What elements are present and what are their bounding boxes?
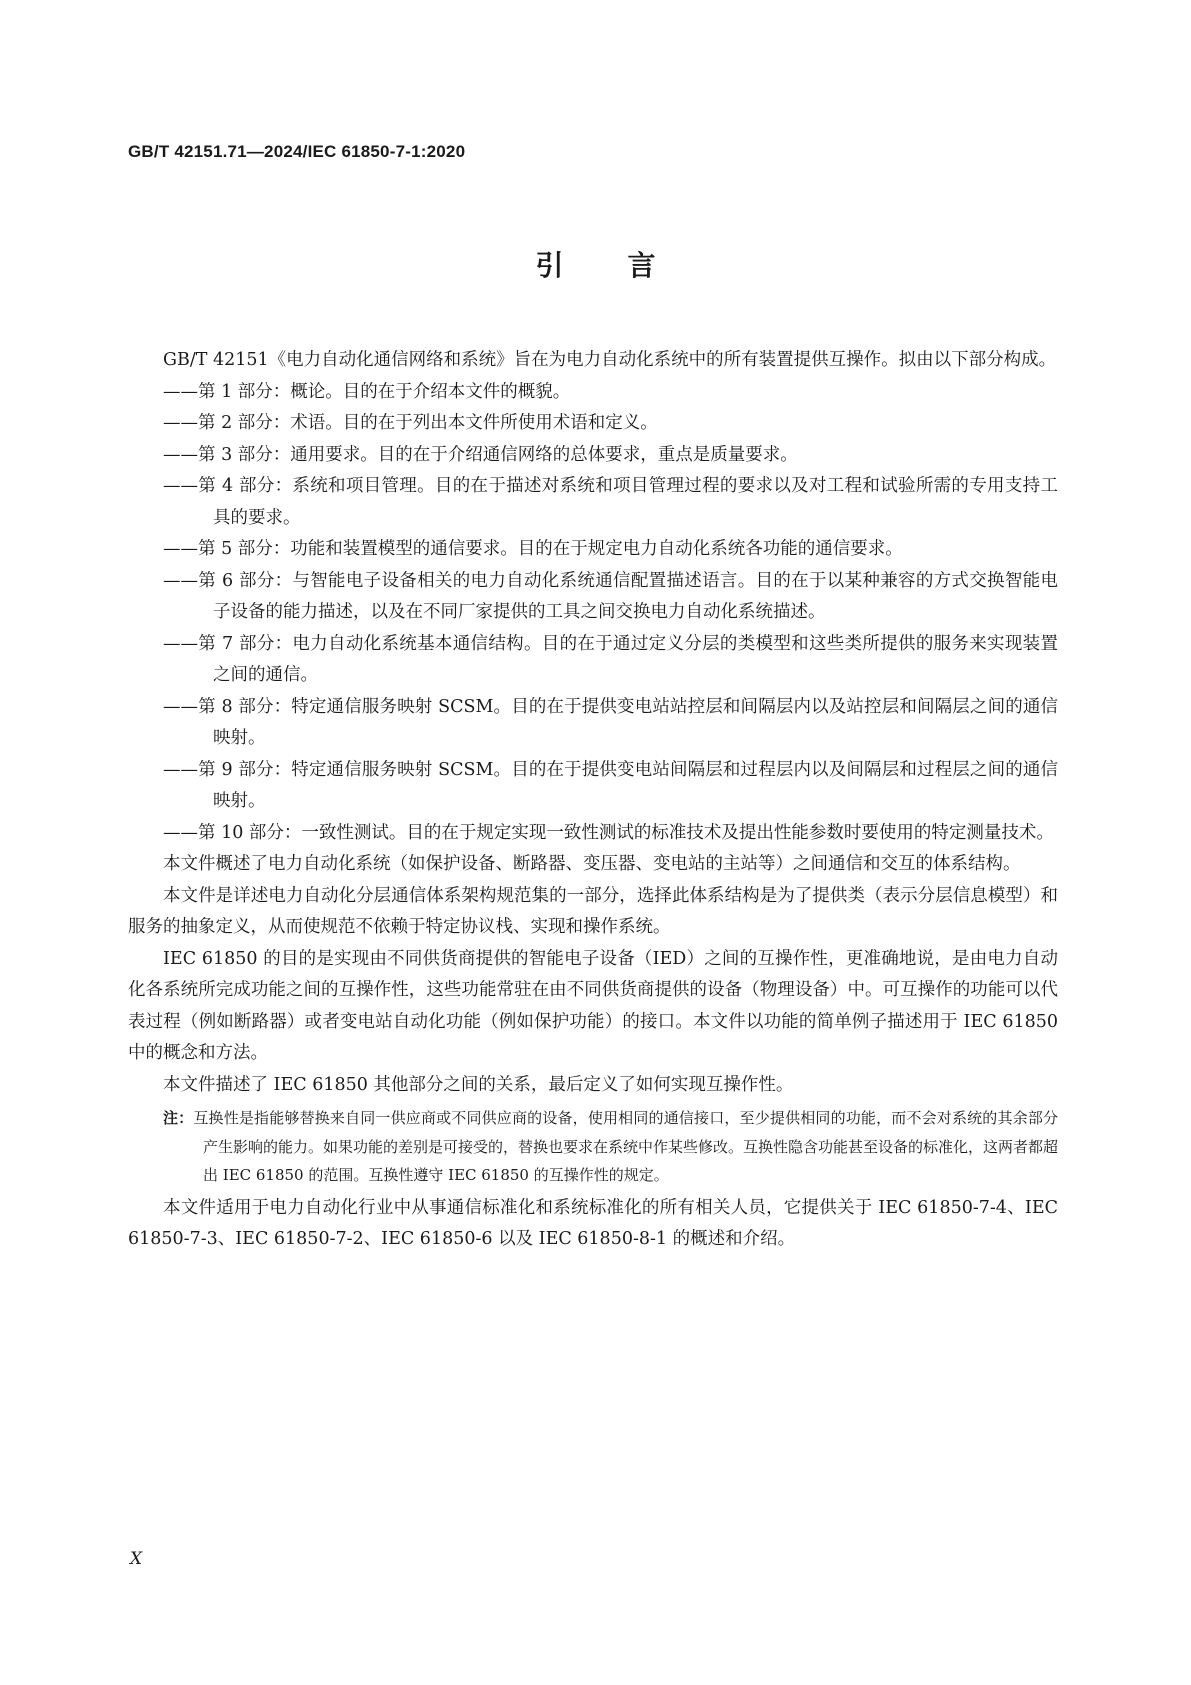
note-text: 互换性是指能够替换来自同一供应商或不同供应商的设备，使用相同的通信接口，至少提供相同的功能，而不会对系统的其余部分产生影响的能力。如果功能的差别是可接受的，替换也要求在系统中作某些修改。互换性隐含功能甚至设备的标准化，这两者都超出 IEC 61850 的范围。互换性遵守 IEC 61850 的互操作性的规定。 xyxy=(193,1109,1059,1184)
page-number: X xyxy=(130,1549,143,1569)
document-header-code: GB/T 42151.71—2024/IEC 61850-7-1:2020 xyxy=(128,142,466,161)
list-item: ——第 8 部分：特定通信服务映射 SCSM。目的在于提供变电站站控层和间隔层内以及站控层和间隔层之间的通信映射。 xyxy=(163,696,1058,748)
list-item: ——第 3 部分：通用要求。目的在于介绍通信网络的总体要求，重点是质量要求。 xyxy=(163,444,798,465)
parts-list xyxy=(128,377,1058,850)
final-paragraph: 本文件适用于电力自动化行业中从事通信标准化和系统标准化的所有相关人员，它提供关于 IEC 61850-7-4、IEC 61850-7-3、IEC 61850-7-2、IEC 61850-6 以及 IEC 61850-8-1 的概述和介绍。 xyxy=(128,1197,1058,1249)
list-item: ——第 7 部分：电力自动化系统基本通信结构。目的在于通过定义分层的类模型和这些类所提供的服务来实现装置之间的通信。 xyxy=(163,633,1058,685)
list-item: ——第 5 部分：功能和装置模型的通信要求。目的在于规定电力自动化系统各功能的通信要求。 xyxy=(163,539,903,559)
body-paragraph: 本文件概述了电力自动化系统（如保护设备、断路器、变压器、变电站的主站等）之间通信和交互的体系结构。 xyxy=(163,854,1021,874)
body-paragraph: IEC 61850 的目的是实现由不同供货商提供的智能电子设备（IED）之间的互操作性，更准确地说，是由电力自动化各系统所完成功能之间的互操作性，这些功能常驻在由不同供货商提供的设备（物理设备）中。可互操作的功能可以代表过程（例如断路器）或者变电站自动化功能（例如保护功能）的接口。本文件以功能的简单例子描述用于 IEC 61850 中的概念和方法。 xyxy=(128,948,1058,1063)
intro-paragraph: GB/T 42151《电力自动化通信网络和系统》旨在为电力自动化系统中的所有装置提供互操作。拟由以下部分构成。 xyxy=(163,350,1057,370)
list-item: ——第 9 部分：特定通信服务映射 SCSM。目的在于提供变电站间隔层和过程层内以及间隔层和过程层之间的通信映射。 xyxy=(163,759,1058,811)
list-item: ——第 10 部分：一致性测试。目的在于规定实现一致性测试的标准技术及提出性能参数时要使用的特定测量技术。 xyxy=(163,822,1054,843)
list-item: ——第 4 部分：系统和项目管理。目的在于描述对系统和项目管理过程的要求以及对工程和试验所需的专用支持工具的要求。 xyxy=(163,476,1058,528)
body-paragraph: 本文件是详述电力自动化分层通信体系架构规范集的一部分，选择此体系结构是为了提供类（表示分层信息模型）和服务的抽象定义，从而使规范不依赖于特定协议栈、实现和操作系统。 xyxy=(128,885,1058,937)
list-item: ——第 1 部分：概论。目的在于介绍本文件的概貌。 xyxy=(163,381,571,402)
list-item: ——第 6 部分：与智能电子设备相关的电力自动化系统通信配置描述语言。目的在于以某种兼容的方式交换智能电子设备的能力描述，以及在不同厂家提供的工具之间交换电力自动化系统描述。 xyxy=(163,570,1058,622)
list-item: ——第 2 部分：术语。目的在于列出本文件所使用术语和定义。 xyxy=(163,413,658,433)
page-title: 引言 xyxy=(535,249,720,282)
note-label: 注： xyxy=(163,1109,194,1127)
body-paragraph: 本文件描述了 IEC 61850 其他部分之间的关系，最后定义了如何实现互操作性。 xyxy=(163,1074,794,1095)
document-body xyxy=(128,345,1058,1256)
note-block xyxy=(128,1104,1058,1190)
